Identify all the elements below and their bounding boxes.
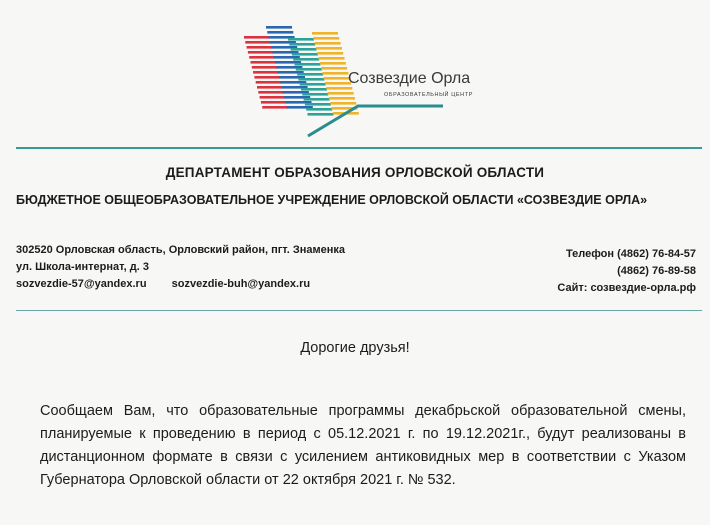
logo-stripe bbox=[289, 43, 315, 46]
logo-stripe bbox=[288, 38, 314, 41]
logo-stripe bbox=[258, 91, 284, 94]
logo-stripe bbox=[248, 51, 274, 54]
logo-stripe bbox=[317, 52, 343, 55]
letter-body: Сообщаем Вам, что образовательные программы декабрьской образовательной смены, планируемые к проведению в период с 05.12.2021 г. по 19.12.2021г., будут реализованы в дистанционном формате в связи с усилением антиковидных мер в соответствии с Указом Губернатора Орловской области от 22 октября 2021 г. № 532. bbox=[40, 403, 686, 488]
logo-stripe bbox=[302, 93, 328, 96]
logo-stripe bbox=[322, 72, 348, 75]
logo-stripe bbox=[251, 61, 277, 64]
letter-greeting: Дорогие друзья! bbox=[300, 340, 410, 356]
phone-2: (4862) 76-89-58 bbox=[617, 265, 696, 277]
email-accounting[interactable]: sozvezdie-buh@yandex.ru bbox=[171, 278, 311, 290]
logo-stripe bbox=[321, 67, 347, 70]
email-row bbox=[16, 276, 345, 293]
logo-stripe bbox=[291, 48, 317, 51]
website[interactable]: Сайт: созвездие-орла.рф bbox=[557, 282, 696, 294]
logo-stripe bbox=[261, 101, 287, 104]
logo-stripe bbox=[260, 96, 286, 99]
phone-1: Телефон (4862) 76-84-57 bbox=[565, 248, 696, 260]
logo-stripe bbox=[292, 53, 318, 56]
logo-stripe bbox=[300, 83, 326, 86]
logo-title: Созвездие Орла bbox=[348, 70, 471, 87]
logo-stripe bbox=[319, 57, 345, 60]
logo-stripe bbox=[308, 113, 334, 116]
logo-stripe bbox=[330, 102, 356, 105]
logo-stripe bbox=[266, 26, 292, 29]
logo-subtitle: ОБРАЗОВАТЕЛЬНЫЙ ЦЕНТР bbox=[384, 92, 473, 98]
address-block bbox=[16, 242, 345, 293]
header-divider bbox=[16, 147, 702, 149]
logo-stripe bbox=[324, 77, 350, 80]
address-line-1: 302520 Орловская область, Орловский район, пгт. Знаменка bbox=[16, 244, 346, 256]
logo-stripe bbox=[295, 63, 321, 66]
logo-stripe bbox=[257, 86, 283, 89]
logo-stripe bbox=[262, 106, 288, 109]
logo-stripe bbox=[245, 41, 271, 44]
logo-stripe bbox=[313, 37, 339, 40]
logo-stripe bbox=[298, 78, 324, 81]
logo-stripe bbox=[249, 56, 275, 59]
logo-stripe bbox=[253, 71, 279, 74]
logo-stripe bbox=[329, 97, 355, 100]
logo-stripe bbox=[315, 42, 341, 45]
logo-stripe bbox=[244, 36, 270, 39]
logo-stripe bbox=[293, 58, 319, 61]
logo-stripe bbox=[305, 103, 331, 106]
logo-stripe bbox=[316, 47, 342, 50]
logo-stripe bbox=[306, 108, 332, 111]
logo-stripe bbox=[304, 98, 330, 101]
logo-stripe bbox=[301, 88, 327, 91]
logo-stripe bbox=[328, 92, 354, 95]
logo-stripe bbox=[254, 76, 280, 79]
department-name: ДЕПАРТАМЕНТ ОБРАЗОВАНИЯ ОРЛОВСКОЙ ОБЛАСТИ bbox=[165, 165, 545, 180]
logo-stripe bbox=[297, 73, 323, 76]
logo-stripe bbox=[256, 81, 282, 84]
organization-name: БЮДЖЕТНОЕ ОБЩЕОБРАЗОВАТЕЛЬНОЕ УЧРЕЖДЕНИЕ ОРЛОВСКОЙ ОБЛАСТИ «СОЗВЕЗДИЕ ОРЛА» bbox=[16, 193, 648, 207]
contacts-divider bbox=[16, 310, 702, 311]
logo-stripe bbox=[252, 66, 278, 69]
email-main[interactable]: sozvezdie-57@yandex.ru bbox=[16, 278, 147, 290]
organization-logo bbox=[238, 14, 488, 138]
logo-stripe bbox=[296, 68, 322, 71]
logo-stripe bbox=[267, 31, 293, 34]
logo-stripe bbox=[320, 62, 346, 65]
logo-stripe bbox=[247, 46, 273, 49]
contacts-block bbox=[557, 246, 696, 297]
address-line-2: ул. Школа-интернат, д. 3 bbox=[16, 261, 149, 273]
logo-stripe bbox=[312, 32, 338, 35]
